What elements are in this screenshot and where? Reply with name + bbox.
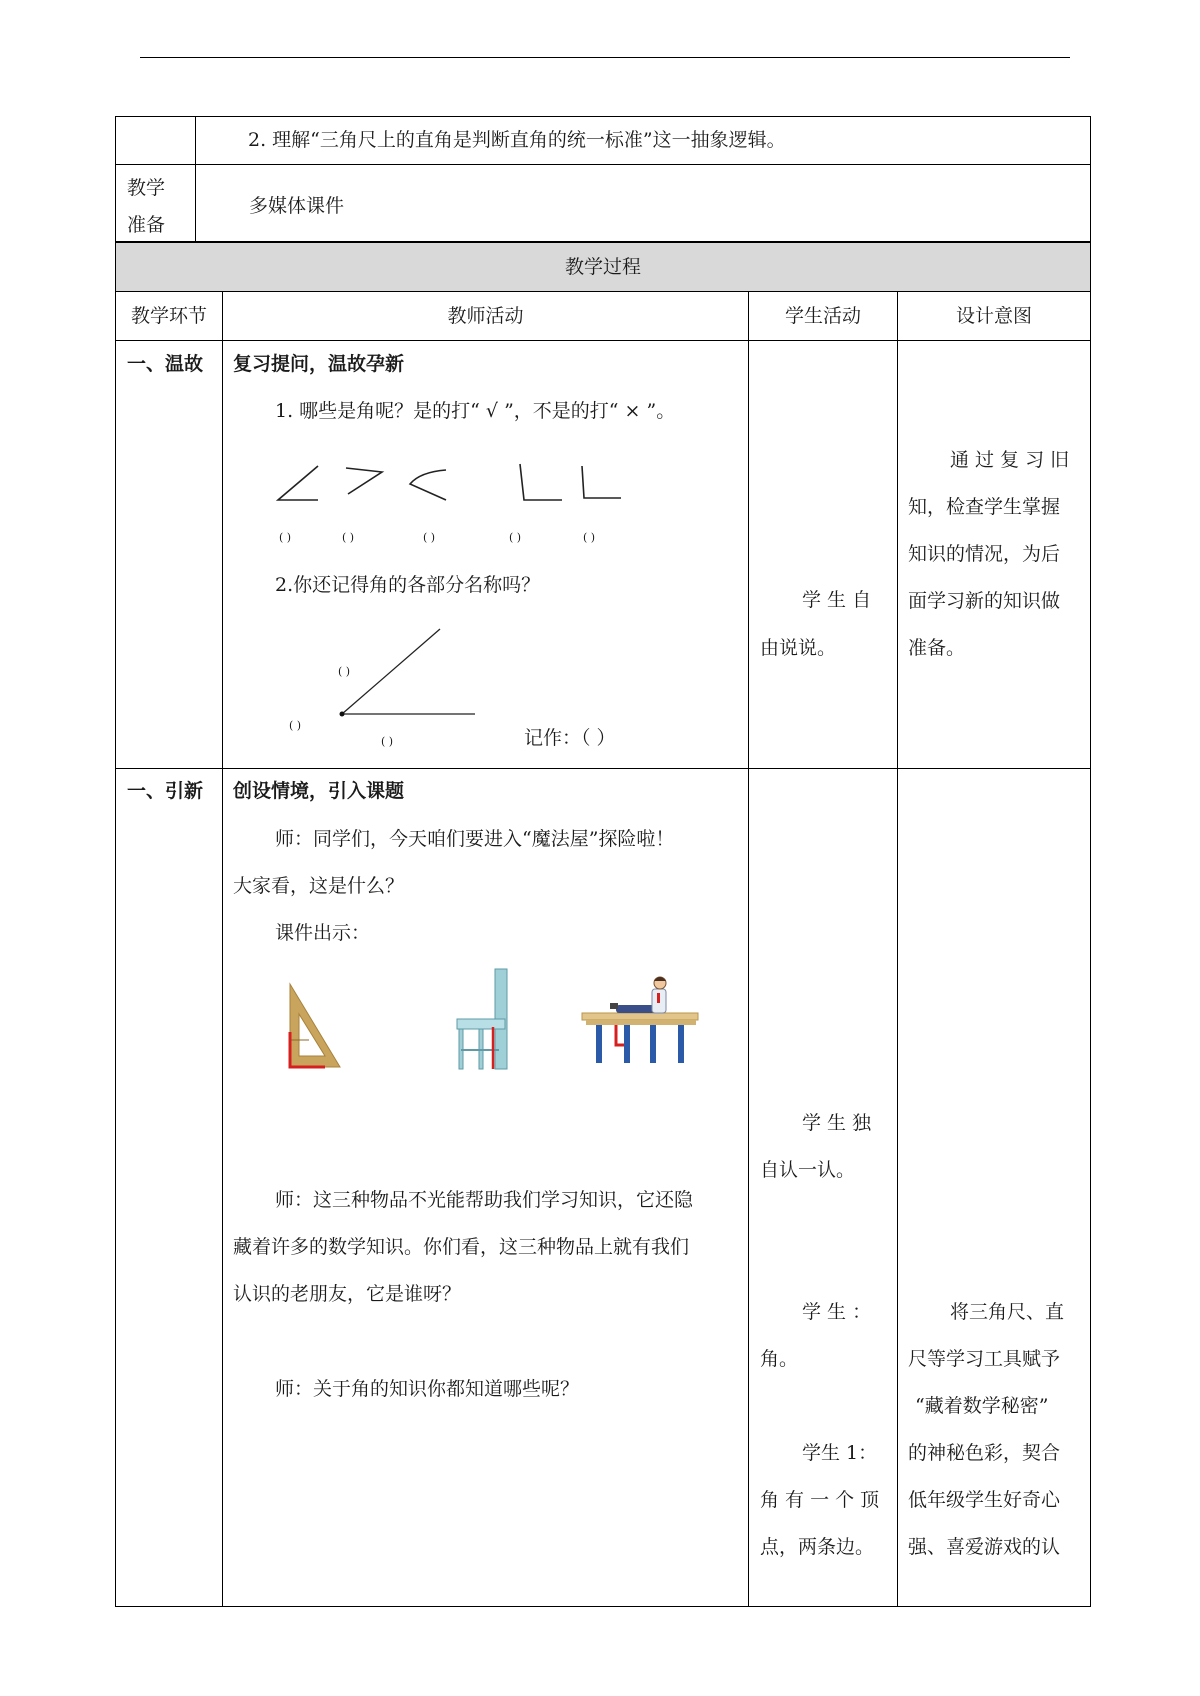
candidate-shape-3 (410, 470, 446, 500)
label-blank-base: ( ) (381, 735, 394, 748)
triangle-ruler-icon (285, 980, 345, 1070)
teacher-para4: 师：关于角的知识你都知道哪些呢？ (275, 1378, 580, 1400)
section2-student-c-line1: 学生 1： (802, 1442, 878, 1464)
vertex-dot (340, 712, 345, 717)
section1-design-line2: 知，检查学生掌握 (908, 496, 1061, 518)
section1-student-line1: 学 生 自 (802, 589, 872, 611)
angle-candidates-figure (270, 460, 630, 505)
candidate-angle-5 (582, 466, 621, 498)
section1-student-line2: 由说说。 (760, 637, 837, 659)
angle-parts-figure (330, 625, 480, 715)
blank-3: ( ) (423, 531, 436, 544)
prep-value: 多媒体课件 (249, 195, 345, 217)
question-1: 1. 哪些是角呢？是的打“ √ ”，不是的打“ × ”。 (275, 400, 676, 422)
blank-1: ( ) (279, 531, 292, 544)
section2-student-b-line2: 角。 (760, 1348, 799, 1370)
prep-label-line2: 准备 (127, 214, 166, 236)
candidate-shape-4 (520, 464, 562, 500)
blank-5: ( ) (583, 531, 596, 544)
section2-design-line6: 强、喜爱游戏的认 (908, 1536, 1061, 1558)
teacher-para1-line1: 师：同学们，今天咱们要进入“魔法屋”探险啦！ (275, 828, 675, 850)
chair-icon (453, 965, 513, 1071)
process-title: 教学过程 (564, 256, 641, 278)
section1-design-line1: 通 过 复 习 旧 (950, 449, 1070, 471)
header-teacher: 教师活动 (447, 305, 524, 327)
section2-design-line5: 低年级学生好奇心 (908, 1489, 1061, 1511)
header-student: 学生活动 (784, 305, 861, 327)
label-blank-side: ( ) (338, 665, 351, 678)
section1-design-line5: 准备。 (908, 637, 966, 659)
label-blank-vertex: ( ) (289, 719, 302, 732)
section2-student-c-line3: 点，两条边。 (760, 1536, 875, 1558)
angle-notation: 记作：（ ） (524, 727, 616, 749)
teacher-para3-line1: 师：这三种物品不光能帮助我们学习知识，它还隐 (275, 1189, 694, 1211)
section2-design-line2: 尺等学习工具赋予 (908, 1348, 1061, 1370)
blank-2: ( ) (342, 531, 355, 544)
section2-design-line1: 将三角尺、直 (950, 1301, 1065, 1323)
right-angle-mark (616, 1025, 624, 1045)
header-stage: 教学环节 (130, 305, 207, 327)
section2-student-a-line1: 学 生 独 (802, 1112, 872, 1134)
teacher-para3-line3: 认识的老朋友，它是谁呀？ (233, 1283, 462, 1305)
prep-label-line1: 教学 (127, 177, 166, 199)
objective-2: 2. 理解“三角尺上的直角是判断直角的统一标准”这一抽象逻辑。 (248, 129, 786, 151)
header-design: 设计意图 (955, 305, 1032, 327)
section1-design-line3: 知识的情况，为后 (908, 543, 1061, 565)
teacher-para3-line2: 藏着许多的数学知识。你们看，这三种物品上就有我们 (233, 1236, 690, 1258)
section2-student-a-line2: 自认一认。 (760, 1159, 856, 1181)
section2-design-line3: “藏着数学秘密” (915, 1395, 1049, 1417)
teacher-para1-line2: 大家看，这是什么？ (233, 875, 405, 897)
section2-student-b-line1: 学 生 ： (802, 1301, 872, 1323)
section2-heading: 创设情境，引入课题 (233, 780, 405, 802)
section1-heading: 复习提问，温故孕新 (233, 353, 405, 375)
section2-stage: 一、引新 (127, 780, 204, 802)
question-2: 2.你还记得角的各部分名称吗？ (275, 574, 541, 596)
section1-design-line4: 面学习新的知识做 (908, 590, 1061, 612)
teacher-para2: 课件出示： (275, 922, 371, 944)
candidate-angle-2 (346, 468, 382, 494)
section2-design-line4: 的神秘色彩，契合 (908, 1442, 1061, 1464)
blank-4: ( ) (509, 531, 522, 544)
candidate-angle-1 (278, 466, 318, 500)
section2-student-c-line2: 角 有 一 个 顶 (760, 1489, 880, 1511)
student-on-bench-icon (580, 975, 700, 1065)
section1-stage: 一、温故 (127, 353, 204, 375)
header-rule (140, 57, 1070, 58)
